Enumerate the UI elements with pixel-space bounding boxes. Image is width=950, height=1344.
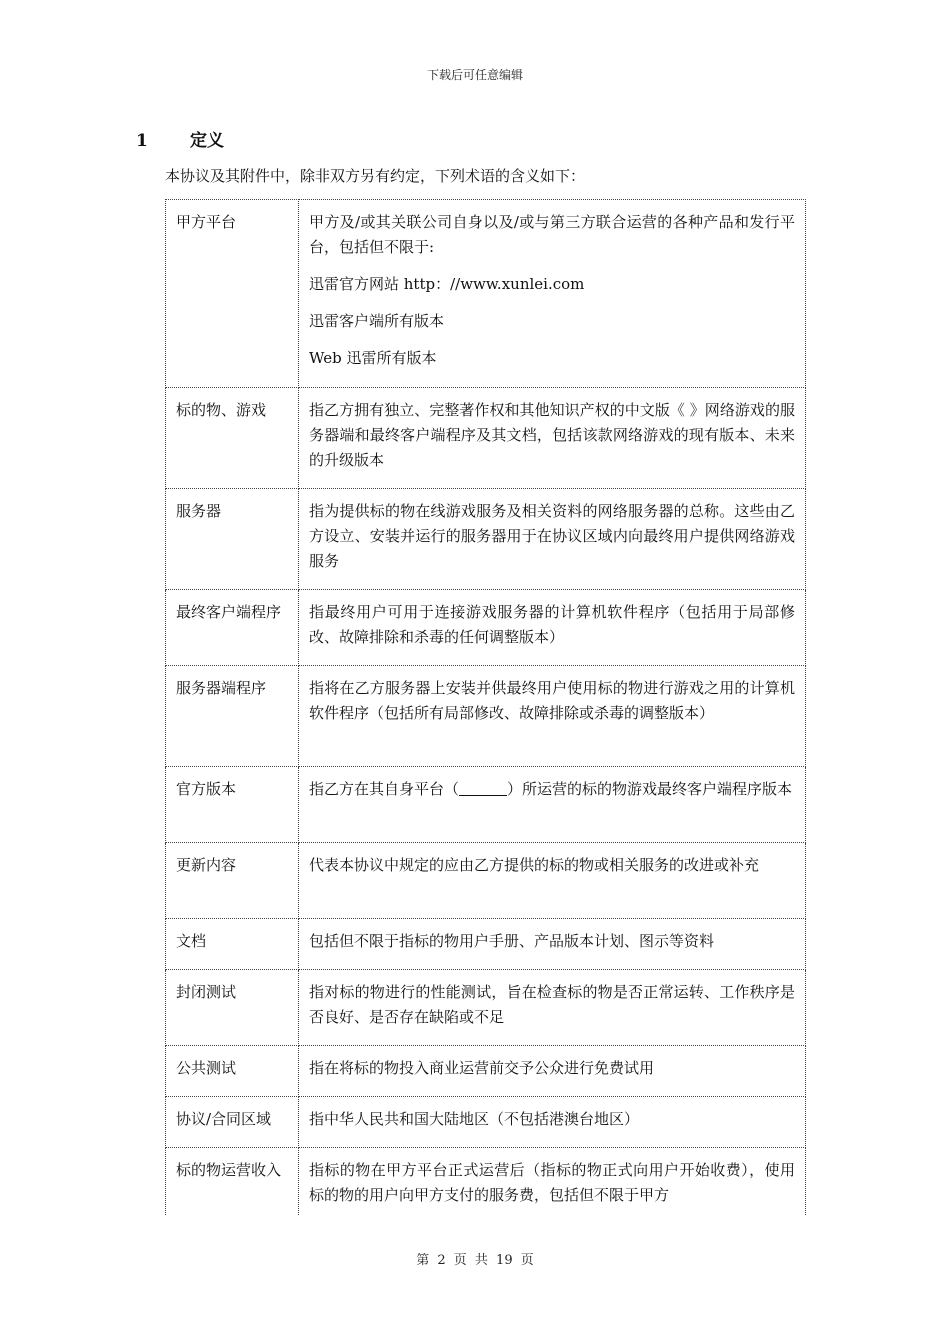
definition-text: 指为提供标的物在线游戏服务及相关资料的网络服务器的总称。这些由乙方设立、安装并运行的服务器用于在协议区域内向最终用户提供网络游戏服务 [309, 502, 795, 570]
section-heading [136, 126, 224, 151]
term-cell: 文档 [166, 919, 299, 970]
definition-cell [299, 843, 806, 919]
definition-cell [299, 919, 806, 970]
definitions-table-container [160, 199, 820, 1215]
page-footer: 第 2 页 共 19 页 [416, 1253, 534, 1268]
term-cell: 标的物、游戏 [166, 388, 299, 489]
definition-cell [299, 590, 806, 666]
term-cell: 协议/合同区域 [166, 1097, 299, 1148]
term-cell: 更新内容 [166, 843, 299, 919]
definition-text-suffix: ）所运营的标的物游戏最终客户端程序版本 [507, 780, 793, 798]
definition-cell [299, 388, 806, 489]
table-row [166, 666, 806, 767]
term-cell: 服务器 [166, 489, 299, 590]
definition-text: 指在将标的物投入商业运营前交予公众进行免费试用 [309, 1059, 655, 1077]
term-cell: 公共测试 [166, 1046, 299, 1097]
definition-text: 指标的物在甲方平台正式运营后（指标的物正式向用户开始收费），使用标的物的用户向甲方支付的服务费，包括但不限于甲方 [309, 1161, 795, 1204]
table-row [166, 1097, 806, 1148]
definition-cell [299, 200, 806, 388]
fill-in-blank [459, 781, 507, 796]
definition-text: 迅雷官方网站 http：//www.xunlei.com [309, 275, 585, 293]
definition-cell [299, 1097, 806, 1148]
term-cell: 官方版本 [166, 767, 299, 843]
table-row [166, 388, 806, 489]
table-row [166, 200, 806, 388]
term-cell: 封闭测试 [166, 970, 299, 1046]
table-row [166, 767, 806, 843]
table-row [166, 590, 806, 666]
section-number: 1 [136, 131, 148, 151]
definition-text: 指中华人民共和国大陆地区（不包括港澳台地区） [309, 1110, 640, 1128]
table-row [166, 1148, 806, 1216]
definition-text: 包括但不限于指标的物用户手册、产品版本计划、图示等资料 [309, 932, 715, 950]
definition-text: 迅雷客户端所有版本 [309, 312, 445, 330]
term-cell: 最终客户端程序 [166, 590, 299, 666]
table-row [166, 919, 806, 970]
definition-text: 代表本协议中规定的应由乙方提供的标的物或相关服务的改进或补充 [309, 856, 760, 874]
definition-text: 甲方及/或其关联公司自身以及/或与第三方联合运营的各种产品和发行平台，包括但不限于: [309, 213, 795, 256]
definition-cell [299, 767, 806, 843]
definition-text [309, 777, 795, 802]
definition-cell [299, 666, 806, 767]
definition-cell [299, 1046, 806, 1097]
definition-cell [299, 1148, 806, 1216]
definition-text: 指乙方拥有独立、完整著作权和其他知识产权的中文版《 》网络游戏的服务器端和最终客户端程序及其文档，包括该款网络游戏的现有版本、未来的升级版本 [309, 401, 795, 469]
table-row [166, 489, 806, 590]
definition-cell [299, 970, 806, 1046]
definition-text: 指对标的物进行的性能测试，旨在检查标的物是否正常运转、工作秩序是否良好、是否存在缺陷或不足 [309, 983, 795, 1026]
header-note: 下载后可任意编辑 [426, 68, 523, 82]
table-row [166, 843, 806, 919]
definition-text: Web 迅雷所有版本 [309, 349, 437, 367]
term-cell: 甲方平台 [166, 200, 299, 388]
term-cell: 服务器端程序 [166, 666, 299, 767]
table-row [166, 1046, 806, 1097]
section-title: 定义 [190, 131, 224, 151]
definition-cell [299, 489, 806, 590]
term-cell: 标的物运营收入 [166, 1148, 299, 1216]
definition-text: 指最终用户可用于连接游戏服务器的计算机软件程序（包括用于局部修改、故障排除和杀毒的任何调整版本） [309, 603, 795, 646]
definition-text-prefix: 指乙方在其自身平台（ [309, 780, 460, 798]
table-row [166, 970, 806, 1046]
intro-paragraph: 本协议及其附件中，除非双方另有约定，下列术语的含义如下： [165, 167, 586, 185]
definition-text: 指将在乙方服务器上安装并供最终用户使用标的物进行游戏之用的计算机软件程序（包括所有局部修改、故障排除或杀毒的调整版本） [309, 679, 795, 722]
definitions-table [165, 199, 806, 1215]
